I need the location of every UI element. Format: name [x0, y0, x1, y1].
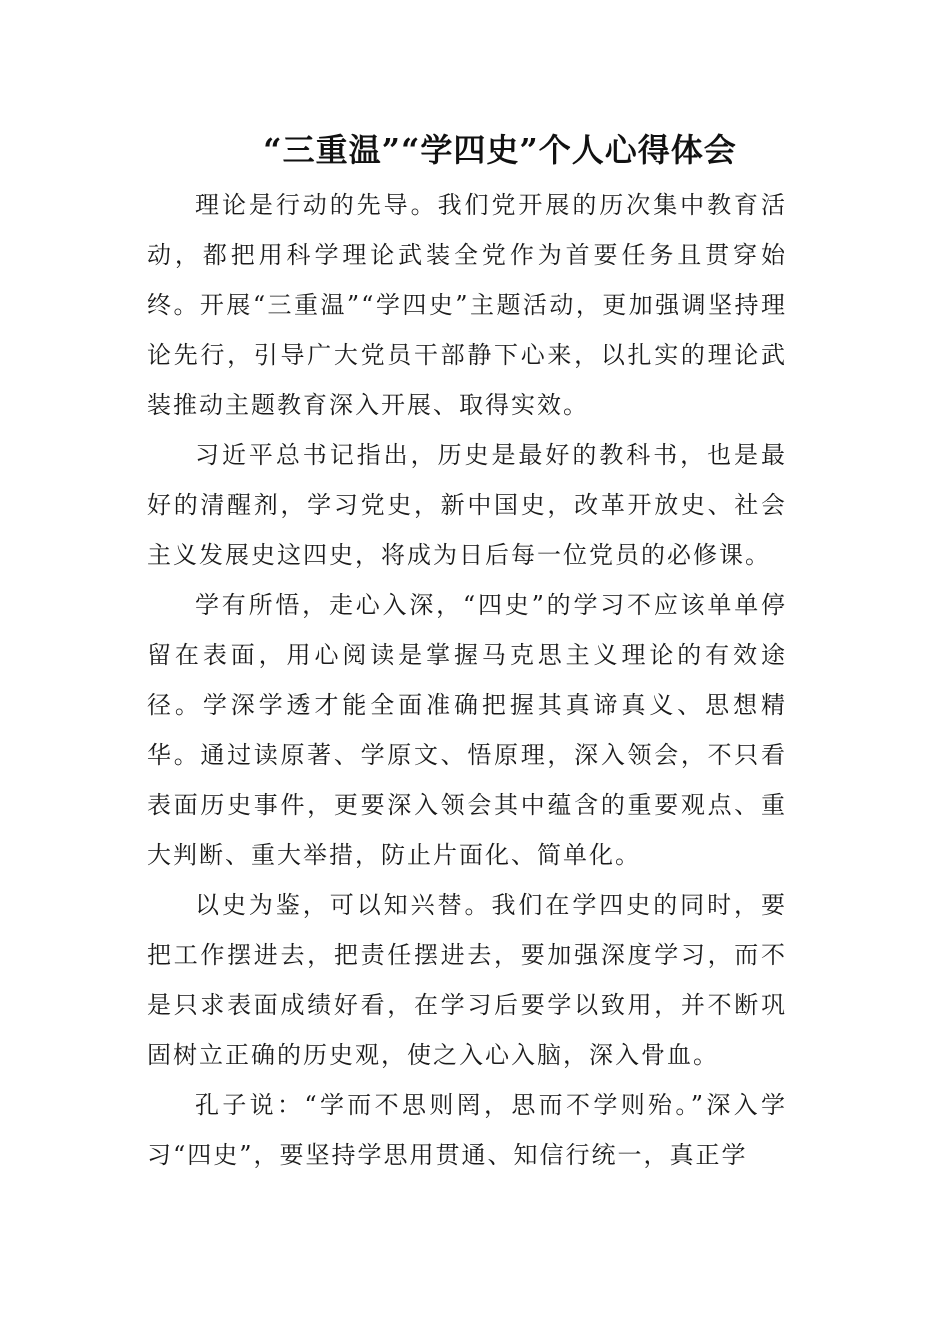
paragraph-4: 以史为鉴，可以知兴替。我们在学四史的同时，要把工作摆进去，把责任摆进去，要加强深度学习，而不是只求表面成绩好看，在学习后要学以致用，并不断巩固树立正确的历史观，使之入心入脑，深入骨血。 — [147, 891, 787, 1069]
paragraph-1: 理论是行动的先导。我们党开展的历次集中教育活动，都把用科学理论武装全党作为首要任务且贯穿始终。开展“三重温”“学四史”主题活动，更加强调坚持理论先行，引导广大党员干部静下心来，以扎实的理论武装推动主题教育深入开展、取得实效。 — [147, 191, 787, 419]
paragraph-2: 习近平总书记指出，历史是最好的教科书，也是最好的清醒剂，学习党史，新中国史，改革开放史、社会主义发展史这四史，将成为日后每一位党员的必修课。 — [147, 441, 787, 569]
paragraph-3: 学有所悟，走心入深，“四史”的学习不应该单单停留在表面，用心阅读是掌握马克思主义理论的有效途径。学深学透才能全面准确把握其真谛真义、思想精华。通过读原著、学原文、悟原理，深入领会，不只看表面历史事件，更要深入领会其中蕴含的重要观点、重大判断、重大举措，防止片面化、简单化。 — [147, 591, 787, 869]
paragraph-5: 孔子说：“学而不思则罔，思而不学则殆。”深入学习“四史”，要坚持学思用贯通、知信行统一，真正学 — [147, 1091, 787, 1169]
document-title: “三重温”“学四史”个人心得体会 — [263, 131, 737, 169]
document-body — [147, 180, 787, 1180]
